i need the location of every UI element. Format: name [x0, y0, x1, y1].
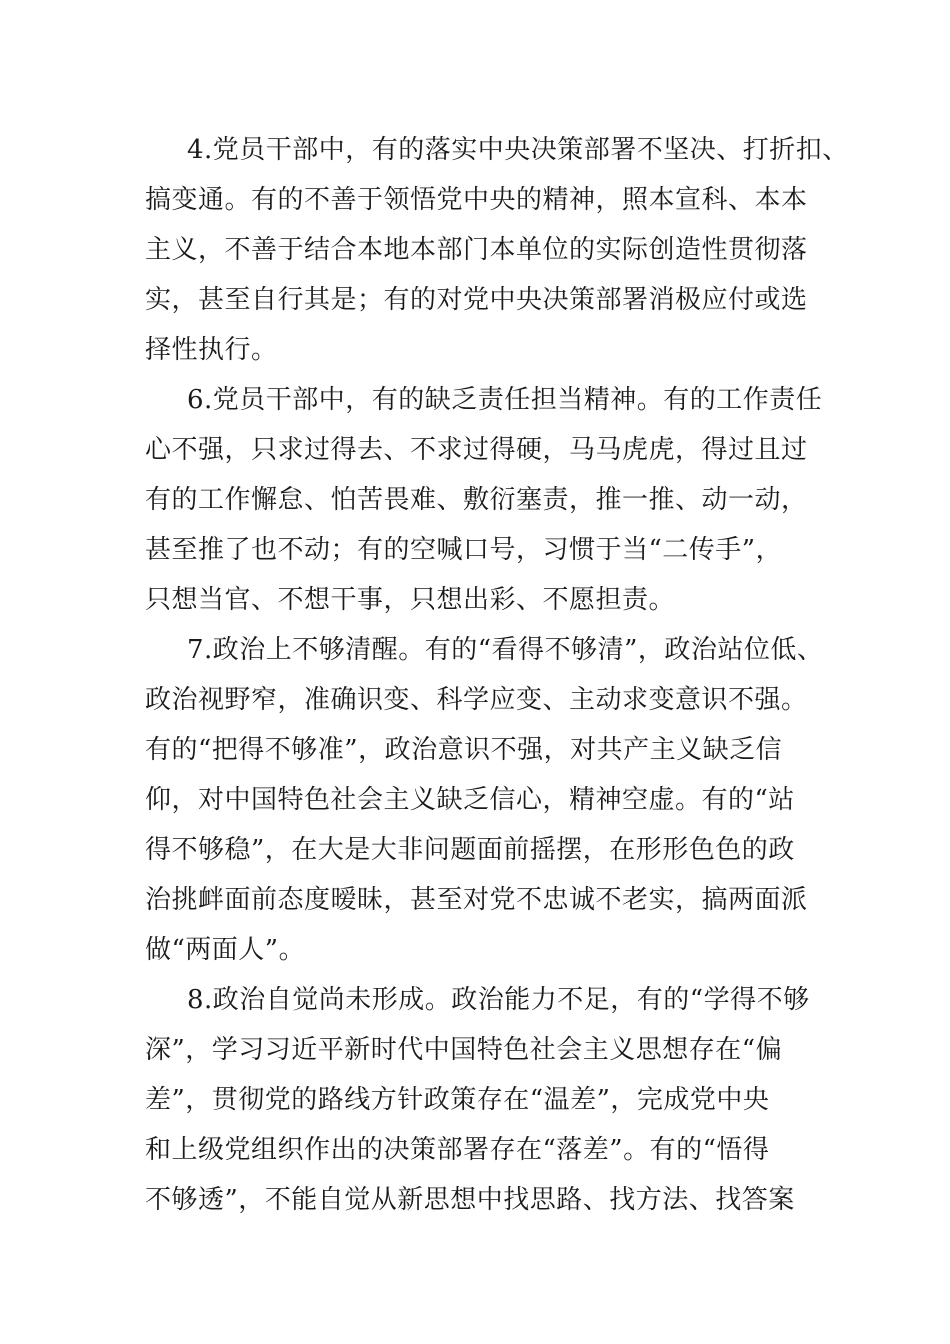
paragraph-3-line-7: 做“两面人”。 — [145, 935, 306, 965]
paragraph-2-line-2: 心不强，只求过得去、不求过得硬，马马虎虎，得过且过 — [145, 435, 808, 465]
paragraph-4-line-5: 不够透”，不能自觉从新思想中找思路、找方法、找答案 — [145, 1185, 795, 1215]
paragraph-2-line-5: 只想当官、不想干事，只想出彩、不愿担责。 — [145, 585, 676, 615]
paragraph-3-line-3: 有的“把得不够准”，政治意识不强，对共产主义缺乏信 — [145, 735, 783, 765]
paragraph-2-line-4: 甚至推了也不动；有的空喊口号，习惯于当“二传手”， — [145, 535, 783, 565]
paragraph-2-line-3: 有的工作懈怠、怕苦畏难、敷衍塞责，推一推、动一动， — [145, 485, 808, 515]
paragraph-4-line-1: 8.政治自觉尚未形成。政治能力不足，有的“学得不够 — [187, 985, 810, 1015]
paragraph-1-line-3: 主义，不善于结合本地本部门本单位的实际创造性贯彻落 — [145, 235, 808, 265]
paragraph-4-line-3: 差”，贯彻党的路线方针政策存在“温差”，完成党中央 — [145, 1085, 770, 1115]
paragraph-4-line-4: 和上级党组织作出的决策部署存在“落差”。有的“悟得 — [145, 1135, 770, 1165]
paragraph-3-line-4: 仰，对中国特色社会主义缺乏信心，精神空虚。有的“站 — [145, 785, 795, 815]
paragraph-1-line-1: 4.党员干部中，有的落实中央决策部署不坚决、打折扣、 — [187, 135, 849, 165]
paragraph-1-line-5: 择性执行。 — [145, 335, 278, 365]
paragraph-1-line-4: 实，甚至自行其是；有的对党中央决策部署消极应付或选 — [145, 285, 808, 315]
paragraph-4-line-2: 深”，学习习近平新时代中国特色社会主义思想存在“偏 — [145, 1035, 783, 1065]
paragraph-2-line-1: 6.党员干部中，有的缺乏责任担当精神。有的工作责任 — [187, 385, 823, 415]
paragraph-3-line-1: 7.政治上不够清醒。有的“看得不够清”，政治站位低、 — [187, 635, 824, 665]
paragraph-1-line-2: 搞变通。有的不善于领悟党中央的精神，照本宣科、本本 — [145, 185, 808, 215]
paragraph-3-line-5: 得不够稳”，在大是大非问题面前摇摆，在形形色色的政 — [145, 835, 795, 865]
paragraph-3-line-6: 治挑衅面前态度暧昧，甚至对党不忠诚不老实，搞两面派 — [145, 885, 808, 915]
paragraph-3-line-2: 政治视野窄，准确识变、科学应变、主动求变意识不强。 — [145, 685, 808, 715]
